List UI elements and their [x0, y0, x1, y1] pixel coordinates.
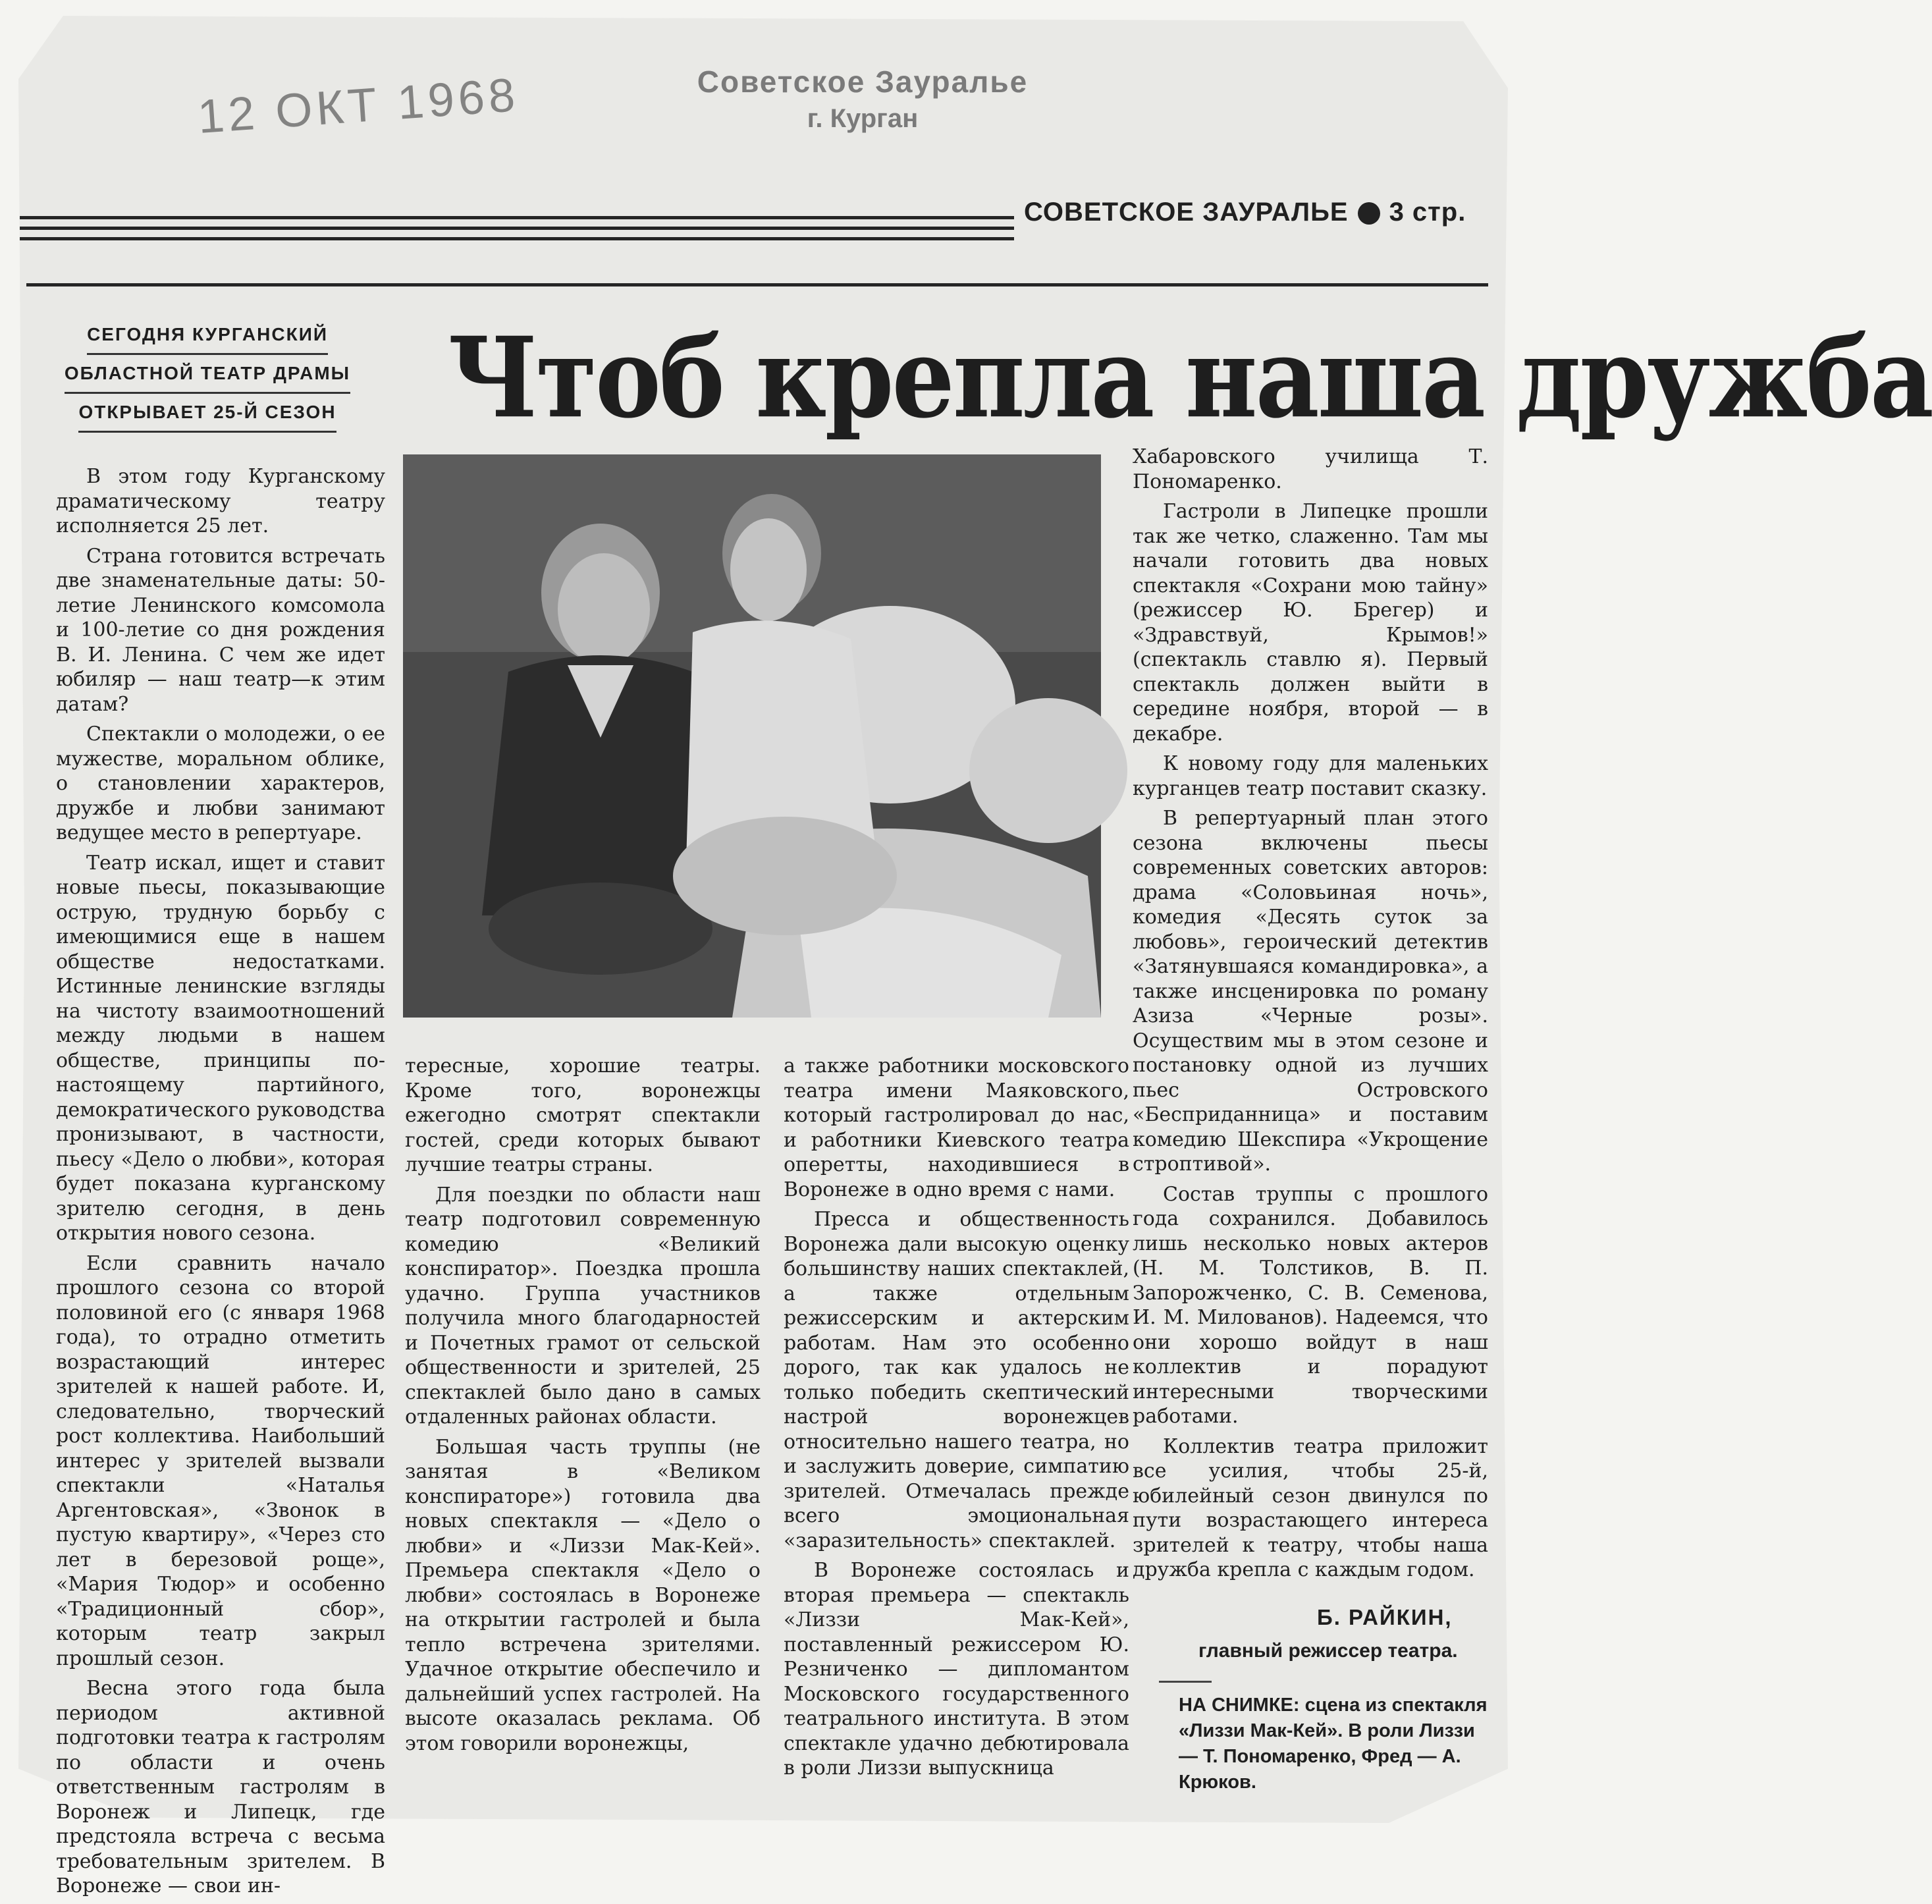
stage-photo [403, 454, 1101, 1018]
stamp-city: г. Курган [807, 104, 919, 133]
paragraph: В этом году Курганскому драматическому театру исполняется 25 лет. [56, 465, 385, 537]
kicker-line-1: СЕГОДНЯ КУРГАНСКИЙ [87, 316, 328, 355]
masthead [1024, 198, 1466, 227]
paragraph: Весна этого года была периодом активной подготовки театра к гастролям по области и очень ответственным гастролям в Воронеж и Липецк, где предстояла встреча с весьма требовательным зрителем. В Воронеже — свои ин- [56, 1677, 385, 1897]
header-rule [26, 283, 1488, 286]
column-3 [784, 1054, 1129, 1786]
paragraph: Хабаровского училища Т. Пономаренко. [1133, 445, 1488, 493]
column-1 [56, 464, 385, 1904]
photo-caption [1179, 1693, 1495, 1795]
masthead-rule-1 [20, 216, 1014, 219]
author-title: главный режиссер театра. [1198, 1640, 1458, 1662]
newspaper-stamp [678, 63, 1047, 137]
page-number: 3 стр. [1389, 198, 1466, 227]
paragraph: Большая часть труппы (не занятая в «Великом конспираторе») готовила два новых спектакля — «Дело о любви» и «Лиззи Мак-Кей». Премьера спектакля «Дело о любви» состоялась в Воронеже на открытии гастролей и была тепло встречена зрителями. Удачное открытие обеспечило и дальнейший успех гастролей. На высоте оказалась реклама. Об этом говорили воронежцы, [405, 1435, 761, 1755]
paragraph: тересные, хорошие театры. Кроме того, воронежцы ежегодно смотрят спектакли гостей, среди которых бывают лучшие театры страны. [405, 1054, 761, 1176]
paragraph: К новому году для маленьких курганцев театр поставит сказку. [1133, 752, 1488, 800]
kicker [56, 316, 359, 433]
column-4 [1133, 445, 1488, 1588]
paragraph: В репертуарный план этого сезона включены пьесы современных советских авторов: драма «Соловьиная ночь», комедия «Десять суток за любовь», героический детектив «Затянувшаяся командировка», а также инсценировка по роману Азиза «Черные розы». Осуществим мы в этом сезоне и постановку одной из лучших пьес Островского «Бесприданница» и поставим комедию Шекспира «Укрощение строптивой». [1133, 807, 1488, 1176]
caption-lead: НА СНИМКЕ: [1179, 1695, 1300, 1716]
headline: Чтоб крепла наша дружба [448, 313, 1932, 443]
paragraph: Пресса и общественность Воронежа дали высокую оценку большинству наших спектаклей, а также отдельным режиссерским и актерским работам. Нам это особенно дорого, так как удалось не только победить скептический настрой воронежцев относительно нашего театра, но и заслужить доверие, симпатию зрителей. Отмечалась прежде всего эмоциональная «заразительность» спектаклей. [784, 1208, 1129, 1552]
paragraph: Страна готовится встречать две знаменательные даты: 50-летие Ленинского комсомола и 100-летие со дня рождения В. И. Ленина. С чем же идет юбиляр — наш театр—к этим датам? [56, 544, 385, 716]
paragraph: Состав труппы с прошлого года сохранился. Добавилось лишь несколько новых актеров (Н. М. Толстиков, В. П. Запорожченко, С. В. Семенова, И. М. Милованов). Надеемся, что они хорошо войдут в наш коллектив и порадуют интересными творческими работами. [1133, 1182, 1488, 1428]
bullet-icon [1358, 202, 1380, 225]
author-name: Б. РАЙКИН, [1317, 1605, 1453, 1629]
stage-photo-image [403, 454, 1101, 1018]
caption-rule [1159, 1681, 1212, 1683]
date-stamp: 12 ОКТ 1968 [196, 68, 521, 144]
masthead-title: СОВЕТСКОЕ ЗАУРАЛЬЕ [1024, 198, 1349, 227]
paragraph: а также работники московского театра имени Маяковского, который гастролировал до нас, и работники Киевского театра оперетты, находившиеся в Воронеже в одно время с нами. [784, 1054, 1129, 1201]
masthead-rule-2 [20, 227, 1014, 230]
paragraph: Для поездки по области наш театр подготовил современную комедию «Великий конспиратор». Поездка прошла удачно. Группа участников получила много благодарностей и Почетных грамот от сельской общественности и зрителей, 25 спектаклей было дано в самых отдаленных районах области. [405, 1183, 761, 1428]
caption-text: сцена из спектакля «Лиззи Мак-Кей». В роли Лиззи — Т. Пономаренко, Фред — А. Крюков. [1179, 1695, 1488, 1793]
paragraph: Коллектив театра приложит все усилия, чтобы 25-й, юбилейный сезон двинулся по пути возрастающего интереса зрителей к театру, чтобы наша дружба крепла с каждым годом. [1133, 1434, 1488, 1581]
paragraph: Спектакли о молодежи, о ее мужестве, моральном облике, о становлении характеров, дружбе и любви занимают ведущее место в репертуаре. [56, 722, 385, 844]
kicker-line-3: ОТКРЫВАЕТ 25-Й СЕЗОН [78, 394, 336, 433]
column-2 [405, 1054, 761, 1761]
paragraph: Если сравнить начало прошлого сезона со второй половиной его (с января 1968 года), то отрадно отметить возрастающий интерес зрителей к нашей работе. И, следовательно, творческий рост коллектива. Наибольший интерес у зрителей вызвали спектакли «Наталья Аргентовская», «Звонок в пустую квартиру», «Через сто лет в березовой роще», «Мария Тюдор» и особенно «Традиционный сбор», которым театр закрыл прошлый сезон. [56, 1251, 385, 1670]
masthead-rule-3 [20, 237, 1014, 240]
paragraph: В Воронеже состоялась и вторая премьера — спектакль «Лиззи Мак-Кей», поставленный режиссером Ю. Резниченко — дипломантом Московского государственного театрального института. В этом спектакле удачно дебютировала в роли Лиззи выпускница [784, 1559, 1129, 1780]
paragraph: Театр искал, ищет и ставит новые пьесы, показывающие острую, трудную борьбу с имеющимися еще в нашем обществе недостатками. Истинные ленинские взгляды на чистоту взаимоотношений между людьми в нашем обществе, принципы по-настоящему партийного, демократического руководства пронизывают, в частности, пьесу «Дело о любви», которая будет показана курганскому зрителю сегодня, в день открытия нового сезона. [56, 851, 385, 1245]
stamp-paper-name: Советское Зауралье [697, 65, 1029, 99]
kicker-line-2: ОБЛАСТНОЙ ТЕАТР ДРАМЫ [65, 355, 350, 394]
paragraph: Гастроли в Липецке прошли так же четко, слаженно. Там мы начали готовить два новых спектакля «Сохрани мою тайну» (режиссер Ю. Брегер) и «Здравствуй, Крымов!» (спектакль ставлю я). Первый спектакль должен выйти в середине ноября, второй — в декабре. [1133, 500, 1488, 746]
